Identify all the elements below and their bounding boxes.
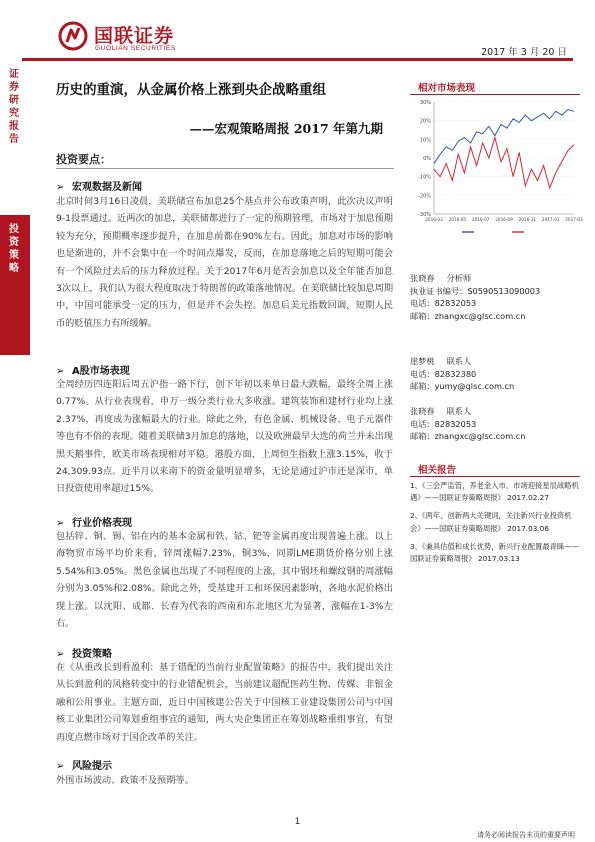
disclaimer-note: 请务必阅读报告末页的重要声明 [477, 831, 575, 839]
relative-performance-chart [410, 96, 583, 246]
chart-x-tick-label: 2016-07 [471, 217, 490, 222]
contact-name: 崖梦桃 [410, 356, 435, 366]
section-bullet-icon: ➢ [56, 649, 65, 660]
section-heading-industry-price [56, 514, 132, 529]
contact-email: 邮箱：zhangxc@glsc.com.cn [410, 310, 526, 321]
chart-y-tick-label: -10% [418, 174, 431, 181]
chart-x-tick-label: 2017-03 [565, 217, 583, 222]
sidebar-report-type [0, 60, 30, 155]
chart-title: 相对市场表现 [418, 83, 476, 94]
section-heading-text: 行业价格表现 [72, 518, 132, 529]
section-heading-risk [56, 757, 112, 772]
contact-email: 邮箱：yumy@glsc.com.cn [410, 381, 515, 392]
chart-y-tick-label: 0% [423, 156, 431, 162]
section-heading-a-share [56, 362, 130, 377]
chart-y-tick-label: -30% [418, 212, 431, 218]
sidebar-category-label: 投资策略 [9, 224, 19, 274]
section-bullet-icon: ➢ [56, 761, 65, 772]
logo-text-cn: 国联证券 [94, 25, 175, 47]
related-report-item[interactable]: 3、《兼具估值和成长优势，新兴行业配置最青睐——国联证券策略周报》 2017.03.13 [410, 541, 579, 564]
contact-block-2 [410, 355, 585, 393]
contact-name-row [410, 355, 585, 368]
section-bullet-icon: ➢ [56, 366, 65, 377]
company-logo [58, 19, 228, 59]
contact-name: 张晓春 [410, 406, 435, 416]
related-report-item[interactable]: 1、《三会严监管，养老金入市，市场迎接星辰战略机遇》——国联证券策略周报》 2017.02.27 [410, 481, 579, 503]
chart-x-tick-label: 2016-09 [495, 217, 513, 222]
chart-y-tick-label: 20% [419, 118, 431, 125]
contact-block-3 [410, 405, 585, 443]
contact-license: 执业证书编号：S0590513090003 [410, 285, 541, 296]
section-heading-text: 投资策略 [72, 649, 112, 660]
section-body-risk: 外围市场波动、政策不及预期等。 [56, 775, 194, 786]
section-body-a-share: 全周经历四连阳后周五沪指一路下行，创下年初以来单日最大跌幅，最终全周上涨0.77%。从行业表现看，申万一级分类行业大多收涨。建筑装饰和建材行业均上涨2.37%，再度成为涨幅最大的行业。除此之外，有色金属、机械设备、电子元器件等也有不俗的表现。随着美联储3月加息的落地，以及欧洲最早大选的荷兰并未出现黑天鹅事件，欧美市场表现相对平稳。港股方面，上周恒生指数上涨3.15%，收于24,309.93点。近半月以来南下的资金量明显增多，无论是通过沪市还是深市，单日投资使用率超过15%。 [56, 379, 393, 495]
chart-y-tick-label: 30% [419, 100, 431, 106]
contact-phone: 电话：82832053 [410, 298, 477, 309]
chart-x-tick-label: 2016-03 [425, 217, 443, 222]
logo-mark-icon [58, 21, 88, 51]
contact-role: 分析师 [446, 273, 472, 283]
section-body-industry-price: 包括锌、铜、锡、铝在内的基本金属和铁、钴、钯等金属再度出现普遍上涨。以上海物贸市场平均价来看，锌周涨幅7.23%，铜3%，同期LME期货价格分别上涨5.54%和3.05%。黑色金属也出现了不同程度的上涨，其中钢坯和螺纹钢的周涨幅分别为3.05%和2.08%。除此之外，受基建开工和环保因素影响，各地水泥价格出现上涨。以沈阳、成都、长春为代表的西南和东北地区尤为显著，涨幅在1-3%左右。 [56, 531, 393, 630]
page-number: 1 [294, 817, 301, 827]
page-header [0, 0, 595, 60]
contact-phone: 电话：82832053 [410, 418, 477, 429]
section-heading-macro [56, 178, 142, 193]
contact-name-row [410, 272, 585, 285]
contact-role: 联系人 [446, 356, 472, 366]
chart-title-divider [410, 94, 580, 95]
chart-x-tick-label: 2016-05 [448, 217, 467, 222]
key-points-heading: 投资要点： [56, 153, 111, 166]
chart-x-tick-label: 2017-01 [541, 217, 560, 222]
related-reports-title: 相关报告 [418, 465, 457, 476]
section-bullet-icon: ➢ [56, 518, 65, 529]
section-heading-text: A股市场表现 [72, 366, 130, 377]
chart-x-tick-label: 2016-11 [518, 217, 537, 222]
section-heading-text: 宏观数据及新闻 [72, 182, 142, 193]
report-subtitle: ——宏观策略周报 2017 年第九期 [189, 121, 383, 136]
related-report-item[interactable]: 2、《两年、创新两大关键词，关注新兴行业投资机会》——国联证券策略周报》 2017.03.06 [410, 511, 572, 533]
chart-y-tick-label: 10% [419, 137, 431, 144]
contact-phone: 电话：82832380 [410, 368, 477, 379]
related-reports-list [410, 480, 582, 571]
chart-series-line-2 [434, 138, 574, 188]
sidebar-category [0, 215, 30, 355]
section-bullet-icon: ➢ [56, 182, 65, 193]
report-title: 历史的重演，从金属价格上涨到央企战略重组 [56, 82, 326, 98]
key-points-divider [56, 168, 394, 169]
section-body-strategy: 在《从重改长到看盈利：基于错配的当前行业配置策略》的报告中，我们提出关注从长到盈利的风格转变中的行业错配机会，当前建议超配医药生物、传媒、非银金融和公用事业。主题方面，近日中国核建公告关于中国核工业建设集团公司与中国核工业集团公司筹划重组事宜的通知，两大央企集团正在筹划战略重组事宜，有望再度点燃市场对于国企改革的关注。 [56, 662, 393, 743]
contact-name: 张晓春 [410, 273, 435, 283]
section-heading-strategy [56, 645, 112, 660]
logo-text-en: GUOLIAN SECURITIES [95, 45, 176, 52]
contact-role: 联系人 [446, 406, 472, 416]
report-date: 2017 年 3 月 20 日 [481, 47, 567, 58]
header-divider [22, 58, 573, 61]
contact-block-1 [410, 272, 585, 322]
section-body-macro: 北京时间3月16日凌晨，美联储宣布加息25个基点并公布政策声明，此次决议声明9-1投票通过。近两次的加息，美联储都进行了一定的预期管理，市场对于加息预期较为充分，预期概率逐步提升，在加息前都在90%左右。因此，加息对市场的影响也是渐进的，并不会集中在一个时间点爆发，反而，在加息落地之后的短期可能会有一个风险过去后的压力释放过程。关于2017年6月是否会加息以及全年能否加息3次以上，我们认为很大程度取决于特朗普的政策落地情况。在美联储比较加息周期中，中国可能承受一定的压力，但是并不会失控。加息后美元指数回调，短期人民币的贬值压力有所缓解。 [56, 196, 393, 329]
section-heading-text: 风险提示 [72, 761, 112, 772]
contact-name-row [410, 405, 585, 418]
contact-email: 邮箱：zhangxc@glsc.com.cn [410, 431, 526, 442]
sidebar-report-type-label: 证券研究报告 [9, 69, 19, 145]
chart-y-tick-label: -20% [418, 193, 431, 200]
related-reports-divider [410, 476, 580, 477]
